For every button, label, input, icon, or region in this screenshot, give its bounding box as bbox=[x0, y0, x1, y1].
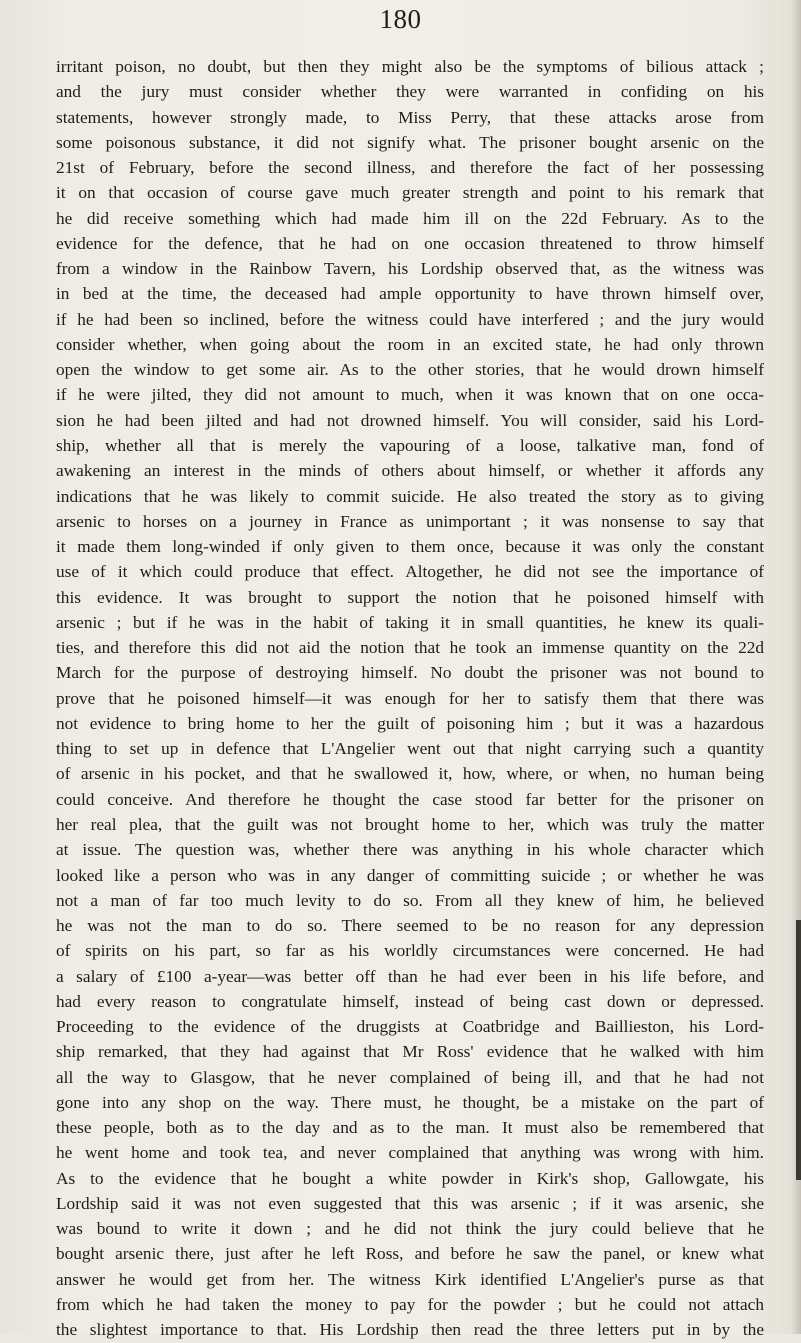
text-line: if he had been so inclined, before the witness could have interfered ; and the jury would bbox=[56, 309, 764, 329]
text-line: it on that occasion of course gave much greater strength and point to his remark that bbox=[56, 183, 764, 203]
text-line: statements, however strongly made, to Miss Perry, that these attacks arose from bbox=[56, 107, 764, 127]
text-line: all the way to Glasgow, that he never complained of being ill, and that he had not bbox=[56, 1067, 764, 1087]
body-text bbox=[56, 54, 764, 1343]
text-line: he was not the man to do so. There seemed to be no reason for any depression bbox=[56, 916, 764, 936]
text-line: consider whether, when going about the room in an excited state, he had only thrown bbox=[56, 334, 764, 354]
text-line: March for the purpose of destroying himself. No doubt the prisoner was not bound to bbox=[56, 663, 764, 683]
text-line: sion he had been jilted and had not drowned himself. You will consider, said his Lord- bbox=[56, 410, 764, 430]
text-line: her real plea, that the guilt was not brought home to her, which was truly the matter bbox=[56, 814, 764, 834]
text-line: he did receive something which had made him ill on the 22d February. As to the bbox=[56, 208, 764, 228]
text-line: this evidence. It was brought to support the notion that he poisoned himself with bbox=[56, 587, 764, 607]
text-line: at issue. The question was, whether there was anything in his whole character which bbox=[56, 840, 764, 860]
page-edge-mark bbox=[796, 920, 801, 1180]
text-line: could conceive. And therefore he thought the case stood far better for the prisoner on bbox=[56, 789, 764, 809]
text-line: thing to set up in defence that L'Angelier went out that night carrying such a quantity bbox=[56, 739, 764, 759]
text-line: ship remarked, that they had against that Mr Ross' evidence that he walked with him bbox=[56, 1042, 764, 1062]
text-line: awakening an interest in the minds of others about himself, or whether it affords any bbox=[56, 461, 764, 481]
text-line: he went home and took tea, and never complained that anything was wrong with him. bbox=[56, 1143, 764, 1163]
text-line: if he were jilted, they did not amount to much, when it was known that on one occa- bbox=[56, 385, 764, 405]
text-line: of arsenic in his pocket, and that he swallowed it, how, where, or when, no human being bbox=[56, 764, 764, 784]
text-line: bought arsenic there, just after he left Ross, and before he saw the panel, or knew what bbox=[56, 1244, 764, 1264]
text-line: it made them long-winded if only given to them once, because it was only the constant bbox=[56, 537, 764, 557]
text-line: gone into any shop on the way. There must, he thought, be a mistake on the part of bbox=[56, 1092, 764, 1112]
text-line: 21st of February, before the second illness, and therefore the fact of her possessing bbox=[56, 158, 764, 178]
text-line: looked like a person who was in any danger of committing suicide ; or whether he was bbox=[56, 865, 764, 885]
text-line: Lordship said it was not even suggested that this was arsenic ; if it was arsenic, she bbox=[56, 1193, 764, 1213]
text-line: answer he would get from her. The witness Kirk identified L'Angelier's purse as that bbox=[56, 1269, 764, 1289]
text-line: arsenic ; but if he was in the habit of taking it in small quantities, he knew its quali- bbox=[56, 612, 764, 632]
text-line: was bound to write it down ; and he did not think the jury could believe that he bbox=[56, 1219, 764, 1239]
text-line: had every reason to congratulate himself, instead of being cast down or depressed. bbox=[56, 991, 764, 1011]
text-line: in bed at the time, the deceased had ample opportunity to have thrown himself over, bbox=[56, 284, 764, 304]
text-line: a salary of £100 a-year—was better off than he had ever been in his life before, and bbox=[56, 966, 764, 986]
text-line: some poisonous substance, it did not signify what. The prisoner bought arsenic on the bbox=[56, 132, 764, 152]
text-line: of spirits on his part, so far as his worldly circumstances were concerned. He had bbox=[56, 941, 764, 961]
text-line: ties, and therefore this did not aid the notion that he took an immense quantity on the 22d bbox=[56, 638, 764, 658]
text-line: indications that he was likely to commit suicide. He also treated the story as to giving bbox=[56, 486, 764, 506]
page-number: 180 bbox=[379, 4, 422, 34]
text-line: Proceeding to the evidence of the druggists at Coatbridge and Baillieston, his Lord- bbox=[56, 1017, 764, 1037]
text-line: from a window in the Rainbow Tavern, his Lordship observed that, as the witness was bbox=[56, 259, 764, 279]
text-line: use of it which could produce that effect. Altogether, he did not see the importance of bbox=[56, 562, 764, 582]
text-line: and the jury must consider whether they were warranted in confiding on his bbox=[56, 82, 764, 102]
text-line: prove that he poisoned himself—it was enough for her to satisfy them that there was bbox=[56, 688, 764, 708]
text-line: As to the evidence that he bought a white powder in Kirk's shop, Gallowgate, his bbox=[56, 1168, 764, 1188]
text-line: the slightest importance to that. His Lordship then read the three letters put in by the bbox=[56, 1320, 764, 1340]
text-line: arsenic to horses on a journey in France as unimportant ; it was nonsense to say that bbox=[56, 511, 764, 531]
text-line: these people, both as to the day and as to the man. It must also be remembered that bbox=[56, 1118, 764, 1138]
text-line: evidence for the defence, that he had on one occasion threatened to throw himself bbox=[56, 233, 764, 253]
text-line: not evidence to bring home to her the guilt of poisoning him ; but it was a hazardous bbox=[56, 713, 764, 733]
text-line: ship, whether all that is merely the vapouring of a loose, talkative man, fond of bbox=[56, 435, 764, 455]
text-line: irritant poison, no doubt, but then they might also be the symptoms of bilious attack ; bbox=[56, 57, 764, 76]
text-line: from which he had taken the money to pay for the powder ; but he could not attach bbox=[56, 1295, 764, 1315]
text-line: open the window to get some air. As to the other stories, that he would drown himself bbox=[56, 360, 764, 380]
text-line: not a man of far too much levity to do so. From all they knew of him, he believed bbox=[56, 890, 764, 910]
